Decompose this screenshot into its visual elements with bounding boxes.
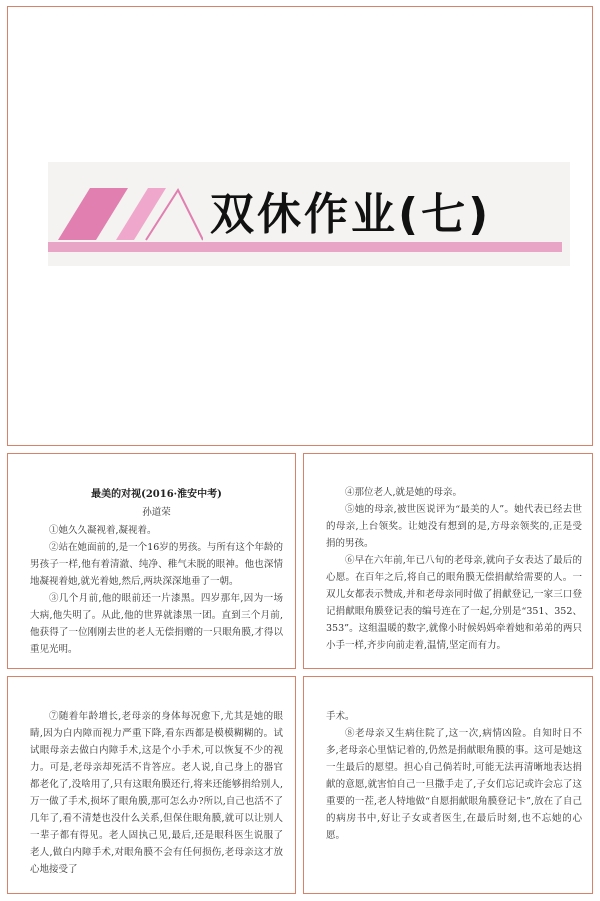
paragraph-7: ⑦随着年龄增长,老母亲的身体每况愈下,尤其是她的眼睛,因为白内障而视力严重下降,看东西都是模模糊糊的。试试眼母亲去做白内障手术,这是个小手术,可以恢复不少的视力。可是,老母亲却死活不肯答应。老人说,自己身上的器官都老化了,没啥用了,只有这眼角膜还行,将来还能够捐给别人,万一做了手术,损坏了眼角膜,那可怎么办?所以,自己也活不了几年了,看不清楚也没什么关系,但保住眼角膜,就可以让别人一辈子都有得见。老人固执己见,最后,还是眼科医生说服了老人,做白内障手术,对眼角膜不会有任何损伤,老母亲这才放心地接受了 xyxy=(30,711,283,875)
paragraph-5: ⑤她的母亲,被世医说评为“最美的人”。她代表已经去世的母亲,上台领奖。让她没有想到的是,方母亲领奖的,正是受捐的男孩。 xyxy=(326,504,582,549)
parallelogram-logo xyxy=(58,186,203,242)
article-author: 孙道荣 xyxy=(142,507,171,518)
paragraph-7-continued: 手术。 xyxy=(326,711,355,722)
banner-stripe xyxy=(48,242,562,252)
article-title: 最美的对视(2016·淮安中考) xyxy=(91,489,222,500)
paragraph-6: ⑥早在六年前,年已八旬的老母亲,就向子女表达了最后的心愿。在百年之后,将自己的眼角膜无偿捐献给需要的人。一双儿女都表示赞成,并和老母亲同时做了捐献登记,一家三口登记捐献眼角膜登记表的编号连在了一起,分别是“351、352、353”。这组温暖的数字,就像小时候妈妈牵着她和弟弟的两只小手一样,齐步向前走着,温情,坚定而有力。 xyxy=(326,555,582,651)
paragraph-3: ③几个月前,他的眼前还一片漆黑。四岁那年,因为一场大病,他失明了。从此,他的世界就漆黑一团。直到三个月前,他获得了一位刚刚去世的老人无偿捐赠的一只眼角膜,才得以重见光明。 xyxy=(30,593,283,655)
slide-3-body xyxy=(30,708,283,878)
paragraph-1: ①她久久凝视着,凝视着。 xyxy=(49,525,157,536)
paragraph-2: ②站在她面前的,是一个16岁的男孩。与所有这个年龄的男孩子一样,他有着清澈、纯净、稚气未脱的眼神。他也深情地凝视着她,就光着她,然后,两块深深地垂了一朝。 xyxy=(30,542,283,587)
slide-2-body xyxy=(326,484,582,654)
page-title: 双休作业(七) xyxy=(210,189,492,240)
slide-1-body xyxy=(30,486,283,658)
paragraph-8: ⑧老母亲又生病住院了,这一次,病情凶险。自知时日不多,老母亲心里惦记着的,仍然是捐献眼角膜的事。这可是她这一生最后的愿望。担心自己倘若时,可能无法再清晰地表达捐献的意愿,就害怕自己一旦撒手走了,子女们忘记或许会忘了这重要的一茬,老人特地做“自愿捐献眼角膜登记卡”,放在了自己的病房书中,好让子女或者医生,在最后时刻,也不忘她的心愿。 xyxy=(326,728,582,841)
paragraph-4: ④那位老人,就是她的母亲。 xyxy=(345,487,463,498)
slide-4-body xyxy=(326,708,582,844)
